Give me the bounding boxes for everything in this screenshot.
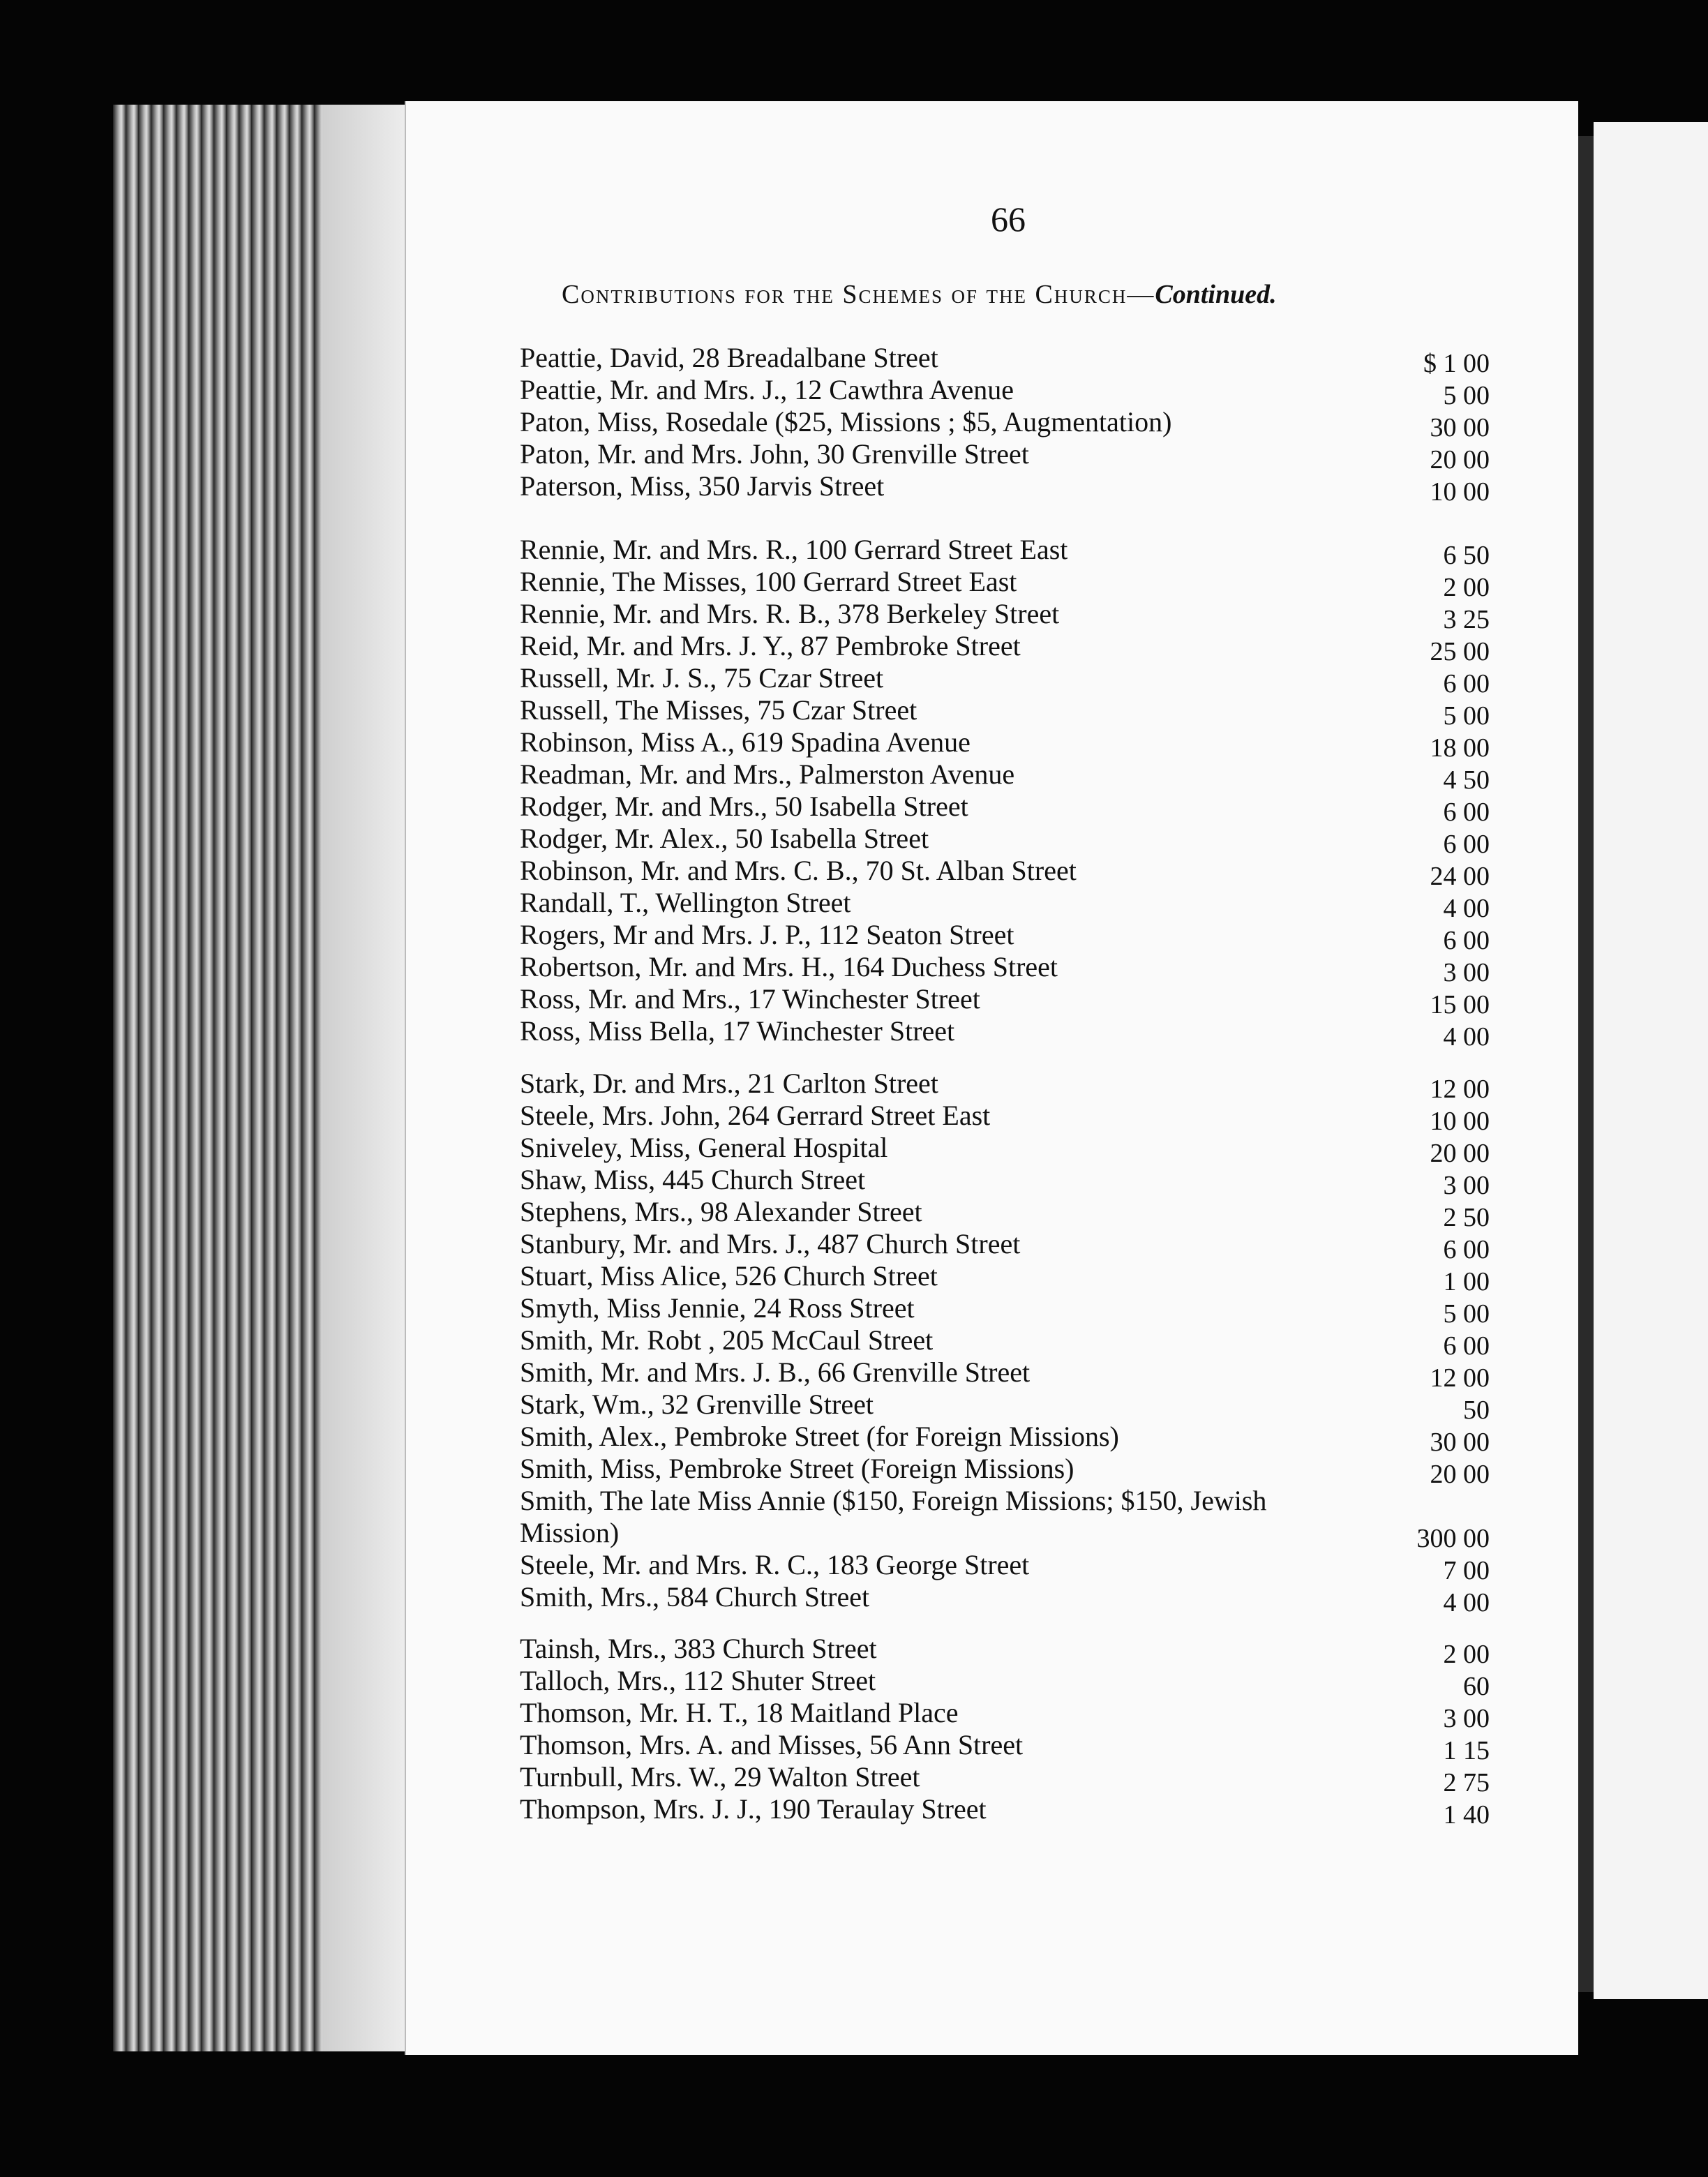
contributor-name: Paterson, Miss, 350 Jarvis Street bbox=[520, 470, 888, 502]
list-item bbox=[520, 823, 1490, 859]
contribution-amount: 24 00 bbox=[1430, 862, 1490, 891]
contribution-amount: 3 00 bbox=[1443, 958, 1490, 987]
list-item bbox=[520, 1581, 1490, 1617]
list-item bbox=[520, 1729, 1490, 1765]
list-item bbox=[520, 1485, 1490, 1553]
contribution-amount: 5 00 bbox=[1443, 701, 1490, 731]
page-number: 66 bbox=[991, 200, 1026, 239]
contributor-name: Stephens, Mrs., 98 Alexander Street bbox=[520, 1196, 927, 1227]
contributor-name: Thomson, Mr. H. T., 18 Maitland Place bbox=[520, 1697, 962, 1728]
contribution-amount: 2 50 bbox=[1443, 1203, 1490, 1232]
list-item bbox=[520, 598, 1490, 634]
list-item bbox=[520, 470, 1490, 507]
entry-group-s bbox=[520, 1068, 1490, 1617]
list-item bbox=[520, 1761, 1490, 1797]
contributor-name: Stark, Dr. and Mrs., 21 Carlton Street bbox=[520, 1068, 943, 1099]
list-item bbox=[520, 919, 1490, 955]
contributor-name: Smith, Miss, Pembroke Street (Foreign Missions) bbox=[520, 1453, 1078, 1484]
contribution-amount: 4 00 bbox=[1443, 894, 1490, 923]
list-item bbox=[520, 534, 1490, 570]
contributor-name: Smith, Alex., Pembroke Street (for Foreign Missions) bbox=[520, 1421, 1123, 1452]
contribution-amount: 6 50 bbox=[1443, 541, 1490, 570]
page-heading bbox=[562, 279, 1469, 310]
list-item bbox=[520, 1196, 1490, 1232]
contribution-amount: 10 00 bbox=[1430, 477, 1490, 507]
contribution-amount: 2 00 bbox=[1443, 573, 1490, 602]
entry-group-t bbox=[520, 1633, 1490, 1830]
contributor-name: Rennie, Mr. and Mrs. R. B., 378 Berkeley Street bbox=[520, 598, 1063, 629]
contributor-name: Russell, Mr. J. S., 75 Czar Street bbox=[520, 662, 887, 694]
contributor-name: Rodger, Mr. Alex., 50 Isabella Street bbox=[520, 823, 933, 854]
contributor-name: Paton, Mr. and Mrs. John, 30 Grenville Street bbox=[520, 438, 1033, 470]
contributor-name: Ross, Miss Bella, 17 Winchester Street bbox=[520, 1015, 959, 1047]
contribution-amount: 7 00 bbox=[1443, 1556, 1490, 1585]
list-item bbox=[520, 887, 1490, 923]
contribution-amount: 30 00 bbox=[1430, 413, 1490, 442]
list-item bbox=[520, 694, 1490, 731]
contribution-amount: 12 00 bbox=[1430, 1363, 1490, 1393]
page-stack-edges bbox=[113, 105, 420, 2051]
list-item bbox=[520, 1421, 1490, 1457]
heading-continued: Continued. bbox=[1155, 280, 1277, 309]
contribution-amount: 18 00 bbox=[1430, 733, 1490, 763]
contribution-amount: 3 00 bbox=[1443, 1704, 1490, 1733]
contribution-amount: 6 00 bbox=[1443, 669, 1490, 698]
list-item bbox=[520, 1324, 1490, 1361]
contribution-amount: 6 00 bbox=[1443, 1235, 1490, 1264]
list-item bbox=[520, 1793, 1490, 1830]
contribution-amount: 1 40 bbox=[1443, 1800, 1490, 1830]
list-item bbox=[520, 1164, 1490, 1200]
list-item bbox=[520, 855, 1490, 891]
contributor-name: Smith, Mr. and Mrs. J. B., 66 Grenville Street bbox=[520, 1356, 1034, 1388]
contributor-name: Rennie, Mr. and Mrs. R., 100 Gerrard Street East bbox=[520, 534, 1072, 565]
contributor-name: Talloch, Mrs., 112 Shuter Street bbox=[520, 1665, 880, 1696]
contribution-amount: 3 00 bbox=[1443, 1171, 1490, 1200]
list-item bbox=[520, 1260, 1490, 1296]
facing-page-edge bbox=[1594, 122, 1708, 1999]
contributor-name: Turnbull, Mrs. W., 29 Walton Street bbox=[520, 1761, 924, 1793]
contribution-amount: 60 bbox=[1463, 1672, 1490, 1701]
contribution-amount: 15 00 bbox=[1430, 990, 1490, 1019]
contribution-amount: 4 00 bbox=[1443, 1022, 1490, 1052]
contributor-name: Robinson, Mr. and Mrs. C. B., 70 St. Alban Street bbox=[520, 855, 1081, 886]
list-item bbox=[520, 951, 1490, 987]
contributor-name: Smith, Mr. Robt , 205 McCaul Street bbox=[520, 1324, 937, 1356]
contribution-amount: 20 00 bbox=[1430, 1139, 1490, 1168]
contributor-name: Stuart, Miss Alice, 526 Church Street bbox=[520, 1260, 942, 1292]
contribution-amount: 10 00 bbox=[1430, 1107, 1490, 1136]
book-gutter bbox=[1578, 136, 1594, 1992]
list-item bbox=[520, 342, 1490, 378]
contribution-amount: 1 15 bbox=[1443, 1736, 1490, 1765]
contribution-amount: 3 25 bbox=[1443, 605, 1490, 634]
list-item bbox=[520, 1292, 1490, 1329]
contribution-amount: 50 bbox=[1463, 1396, 1490, 1425]
contribution-amount: 5 00 bbox=[1443, 1299, 1490, 1329]
list-item bbox=[520, 1356, 1490, 1393]
contributor-name: Robinson, Miss A., 619 Spadina Avenue bbox=[520, 726, 975, 758]
contributor-name: Sniveley, Miss, General Hospital bbox=[520, 1132, 892, 1163]
contributor-name: Thompson, Mrs. J. J., 190 Teraulay Street bbox=[520, 1793, 991, 1825]
list-item bbox=[520, 1633, 1490, 1669]
contributor-name: Randall, T., Wellington Street bbox=[520, 887, 855, 918]
list-item bbox=[520, 630, 1490, 666]
contributor-name: Robertson, Mr. and Mrs. H., 164 Duchess Street bbox=[520, 951, 1062, 982]
list-item bbox=[520, 1132, 1490, 1168]
contribution-amount: 2 00 bbox=[1443, 1640, 1490, 1669]
list-item bbox=[520, 566, 1490, 602]
contribution-amount: 2 75 bbox=[1443, 1768, 1490, 1797]
list-item bbox=[520, 1549, 1490, 1585]
list-item bbox=[520, 662, 1490, 698]
contribution-amount: 20 00 bbox=[1430, 1460, 1490, 1489]
contribution-amount: $ 1 00 bbox=[1423, 349, 1490, 378]
contributor-name: Steele, Mrs. John, 264 Gerrard Street East bbox=[520, 1100, 994, 1131]
contribution-amount: 20 00 bbox=[1430, 445, 1490, 474]
contribution-amount: 12 00 bbox=[1430, 1075, 1490, 1104]
contribution-amount: 25 00 bbox=[1430, 637, 1490, 666]
contributor-name: Reid, Mr. and Mrs. J. Y., 87 Pembroke Street bbox=[520, 630, 1025, 661]
contributor-name: Smyth, Miss Jennie, 24 Ross Street bbox=[520, 1292, 919, 1324]
contributor-name: Thomson, Mrs. A. and Misses, 56 Ann Street bbox=[520, 1729, 1027, 1760]
list-item bbox=[520, 374, 1490, 410]
heading-title: Contributions for the Schemes of the Church— bbox=[562, 280, 1155, 309]
list-item bbox=[520, 1697, 1490, 1733]
list-item bbox=[520, 1100, 1490, 1136]
contribution-amount: 300 00 bbox=[1416, 1524, 1490, 1553]
list-item bbox=[520, 1665, 1490, 1701]
list-item bbox=[520, 438, 1490, 474]
contributor-name: Smith, The late Miss Annie ($150, Foreign Missions; $150, Jewish Mission) bbox=[520, 1485, 1267, 1548]
list-item bbox=[520, 1068, 1490, 1104]
contribution-amount: 6 00 bbox=[1443, 830, 1490, 859]
contribution-amount: 4 00 bbox=[1443, 1588, 1490, 1617]
contributor-name: Russell, The Misses, 75 Czar Street bbox=[520, 694, 921, 726]
contributor-name: Ross, Mr. and Mrs., 17 Winchester Street bbox=[520, 983, 984, 1015]
contribution-amount: 4 50 bbox=[1443, 765, 1490, 795]
entry-group-r bbox=[520, 534, 1490, 1052]
contributor-name: Rogers, Mr and Mrs. J. P., 112 Seaton Street bbox=[520, 919, 1018, 950]
list-item bbox=[520, 1228, 1490, 1264]
contributor-name: Readman, Mr. and Mrs., Palmerston Avenue bbox=[520, 758, 1019, 790]
list-item bbox=[520, 791, 1490, 827]
list-item bbox=[520, 1389, 1490, 1425]
contributor-name: Smith, Mrs., 584 Church Street bbox=[520, 1581, 874, 1613]
contribution-amount: 6 00 bbox=[1443, 1331, 1490, 1361]
contribution-amount: 6 00 bbox=[1443, 798, 1490, 827]
contributor-name: Stark, Wm., 32 Grenville Street bbox=[520, 1389, 878, 1420]
list-item bbox=[520, 1453, 1490, 1489]
entry-group-p bbox=[520, 342, 1490, 507]
contributor-name: Shaw, Miss, 445 Church Street bbox=[520, 1164, 869, 1195]
contributor-name: Tainsh, Mrs., 383 Church Street bbox=[520, 1633, 881, 1664]
contributor-name: Paton, Miss, Rosedale ($25, Missions ; $5, Augmentation) bbox=[520, 406, 1176, 437]
contribution-amount: 5 00 bbox=[1443, 381, 1490, 410]
contribution-amount: 1 00 bbox=[1443, 1267, 1490, 1296]
contributor-name: Rennie, The Misses, 100 Gerrard Street East bbox=[520, 566, 1021, 597]
list-item bbox=[520, 758, 1490, 795]
contribution-amount: 30 00 bbox=[1430, 1428, 1490, 1457]
contributor-name: Peattie, David, 28 Breadalbane Street bbox=[520, 342, 943, 373]
list-item bbox=[520, 406, 1490, 442]
list-item bbox=[520, 726, 1490, 763]
contributor-name: Steele, Mr. and Mrs. R. C., 183 George Street bbox=[520, 1549, 1033, 1580]
list-item bbox=[520, 983, 1490, 1019]
list-item bbox=[520, 1015, 1490, 1052]
contribution-amount: 6 00 bbox=[1443, 926, 1490, 955]
contributor-name: Peattie, Mr. and Mrs. J., 12 Cawthra Avenue bbox=[520, 374, 1018, 405]
contributor-name: Stanbury, Mr. and Mrs. J., 487 Church Street bbox=[520, 1228, 1024, 1259]
contributor-name: Rodger, Mr. and Mrs., 50 Isabella Street bbox=[520, 791, 973, 822]
